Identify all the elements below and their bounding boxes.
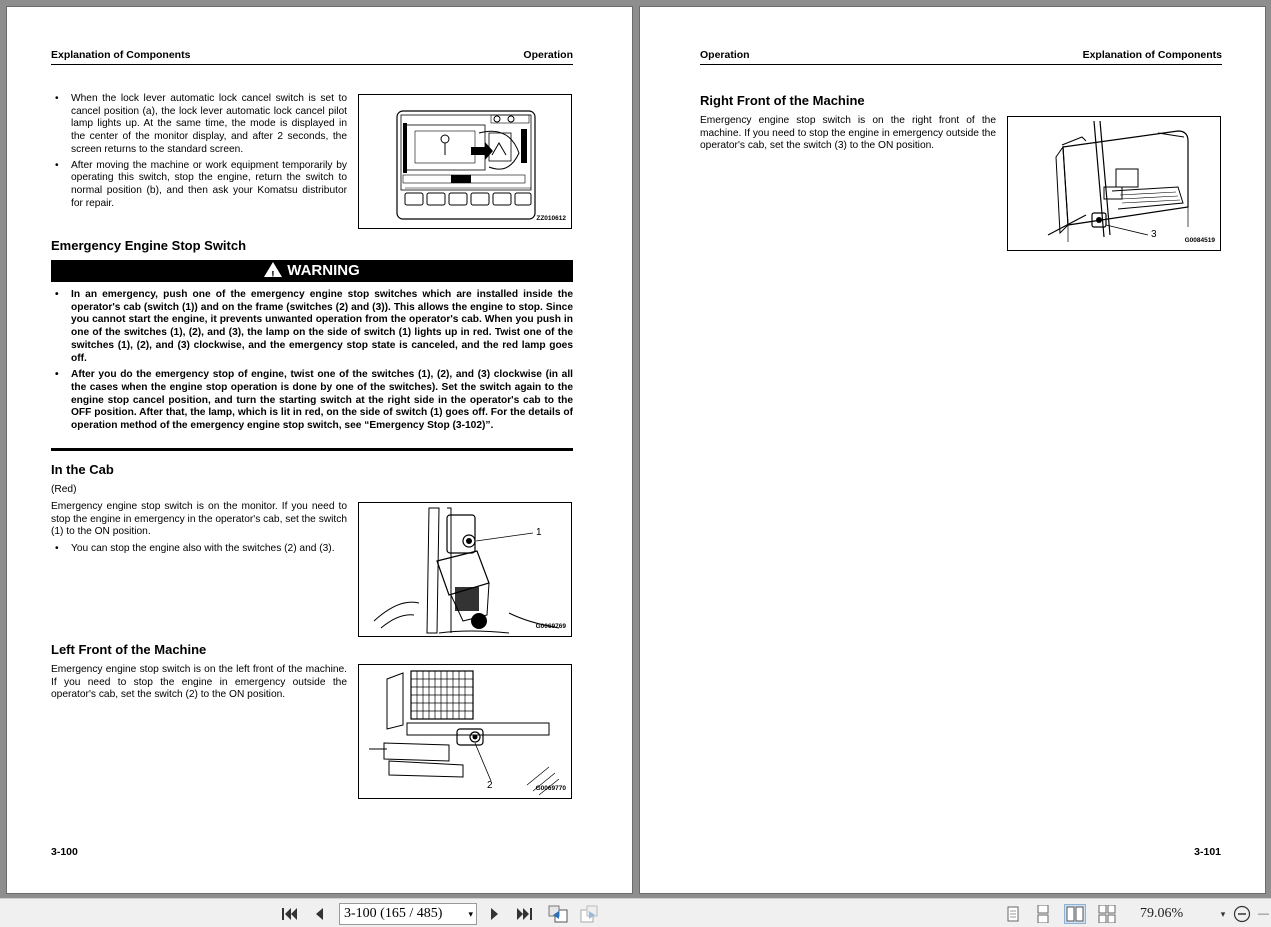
page-left: [6, 6, 633, 894]
right-front-figure: [1007, 116, 1221, 251]
last-page-icon[interactable]: [514, 905, 536, 923]
chevron-down-icon[interactable]: ▾: [468, 909, 473, 919]
figure-code: G0069769: [535, 623, 566, 630]
warning-banner: [51, 260, 573, 282]
intro-bullets: [51, 93, 347, 213]
right-front-title: Right Front of the Machine: [700, 93, 865, 108]
left-front-figure: [358, 664, 572, 799]
warning-label: WARNING: [287, 262, 360, 279]
prev-page-icon[interactable]: [310, 905, 328, 923]
figure-code: ZZ010612: [536, 215, 566, 222]
page-right: [639, 6, 1266, 894]
list-item: • After moving the machine or work equipment temporarily by operating this switch, stop the engine, return the switch to normal position (b), and then ask your Komatsu distributor for repair.: [51, 160, 347, 211]
list-item: • You can stop the engine also with the switches (2) and (3).: [51, 543, 347, 556]
page-header: [700, 45, 1222, 65]
header-left: Explanation of Components: [51, 49, 191, 61]
back-view-icon[interactable]: [546, 905, 570, 923]
section-title: Emergency Engine Stop Switch: [51, 238, 247, 253]
single-page-icon[interactable]: [1002, 904, 1024, 924]
forward-view-icon[interactable]: [578, 905, 602, 923]
list-item: • In an emergency, push one of the emergency engine stop switches which are installed inside the operator's cab (switch (1)) and on the frame (switches (2) and (3)). This allows the engine to stop. Since you cannot start the engine, it prevents unwanted operation from the operator's cab. When you push in one of the switches (1), (2), and (3), the lamp on the side of switch (1) lights up in red. Twist one of the switches (1), (2), and (3) clockwise, and the emergency stop state is canceled, and the red lamp goes off.: [51, 289, 573, 365]
warning-triangle-icon: !: [264, 262, 282, 277]
header-right: Explanation of Components: [1082, 49, 1222, 61]
callout-label: 2: [487, 780, 493, 791]
continuous-icon[interactable]: [1032, 904, 1054, 924]
header-right: Operation: [523, 49, 573, 61]
monitor-figure: [358, 94, 572, 229]
left-front-title: Left Front of the Machine: [51, 642, 207, 657]
warning-end-rule: [51, 448, 573, 451]
zoom-dropdown-icon[interactable]: ▾: [1220, 908, 1226, 919]
right-front-text: Emergency engine stop switch is on the right front of the machine. If you need to stop the engine in emergency outside the operator's cab, set the switch (3) to the ON position.: [700, 115, 996, 152]
warning-bullets: [51, 289, 573, 437]
zoom-out-icon[interactable]: [1232, 905, 1252, 923]
cab-switch-figure: [358, 502, 572, 637]
next-page-icon[interactable]: [486, 905, 504, 923]
page-number: 3-100: [51, 846, 78, 858]
page-number-input[interactable]: [339, 903, 477, 925]
two-page-icon[interactable]: [1064, 904, 1086, 924]
zoom-value: 79.06%: [1140, 906, 1184, 921]
figure-code: G0084519: [1184, 237, 1215, 244]
callout-label: 3: [1151, 229, 1157, 240]
two-page-continuous-icon[interactable]: [1096, 904, 1118, 924]
figure-code: G0069770: [535, 785, 566, 792]
cab-text: Emergency engine stop switch is on the monitor. If you need to stop the engine in emergency in the operator's cab, set the switch (1) to the ON position.: [51, 501, 347, 538]
callout-label: 1: [536, 527, 542, 538]
left-front-text: Emergency engine stop switch is on the left front of the machine. If you need to stop the engine in emergency outside the operator's cab, set the switch (2) to the ON position.: [51, 664, 347, 701]
cab-title: In the Cab: [51, 462, 114, 477]
list-item: • When the lock lever automatic lock cancel switch is set to cancel position (a), the lock lever automatic lock cancel pilot lamp lights up. At the same time, the mode is displayed in the center of the monitor display, and after 2 seconds, the screen returns to the standard screen.: [51, 93, 347, 157]
zoom-in-partial-icon[interactable]: —: [1258, 908, 1269, 920]
first-page-icon[interactable]: [278, 905, 300, 923]
page-number: 3-101: [1194, 846, 1221, 858]
cab-bullets: [51, 543, 347, 559]
page-header: [51, 45, 573, 65]
cab-note: (Red): [51, 484, 77, 495]
header-left: Operation: [700, 49, 750, 61]
list-item: • After you do the emergency stop of engine, twist one of the switches (1), (2), and (3) clockwise (in all the cases when the engine stop operation is done by one of the switches). Set the switch again to the engine stop cancel position, and turn the starting switch at the right side in the operator's cab to the OFF position. After that, the lamp, which is lit in red, on the side of switch (1) goes off. For the details of operation method of the emergency engine stop switch, see “Emergency Stop (3-102)”.: [51, 369, 573, 433]
viewer-toolbar: [0, 898, 1271, 927]
page-indicator: 3-100 (165 / 485): [344, 906, 443, 921]
